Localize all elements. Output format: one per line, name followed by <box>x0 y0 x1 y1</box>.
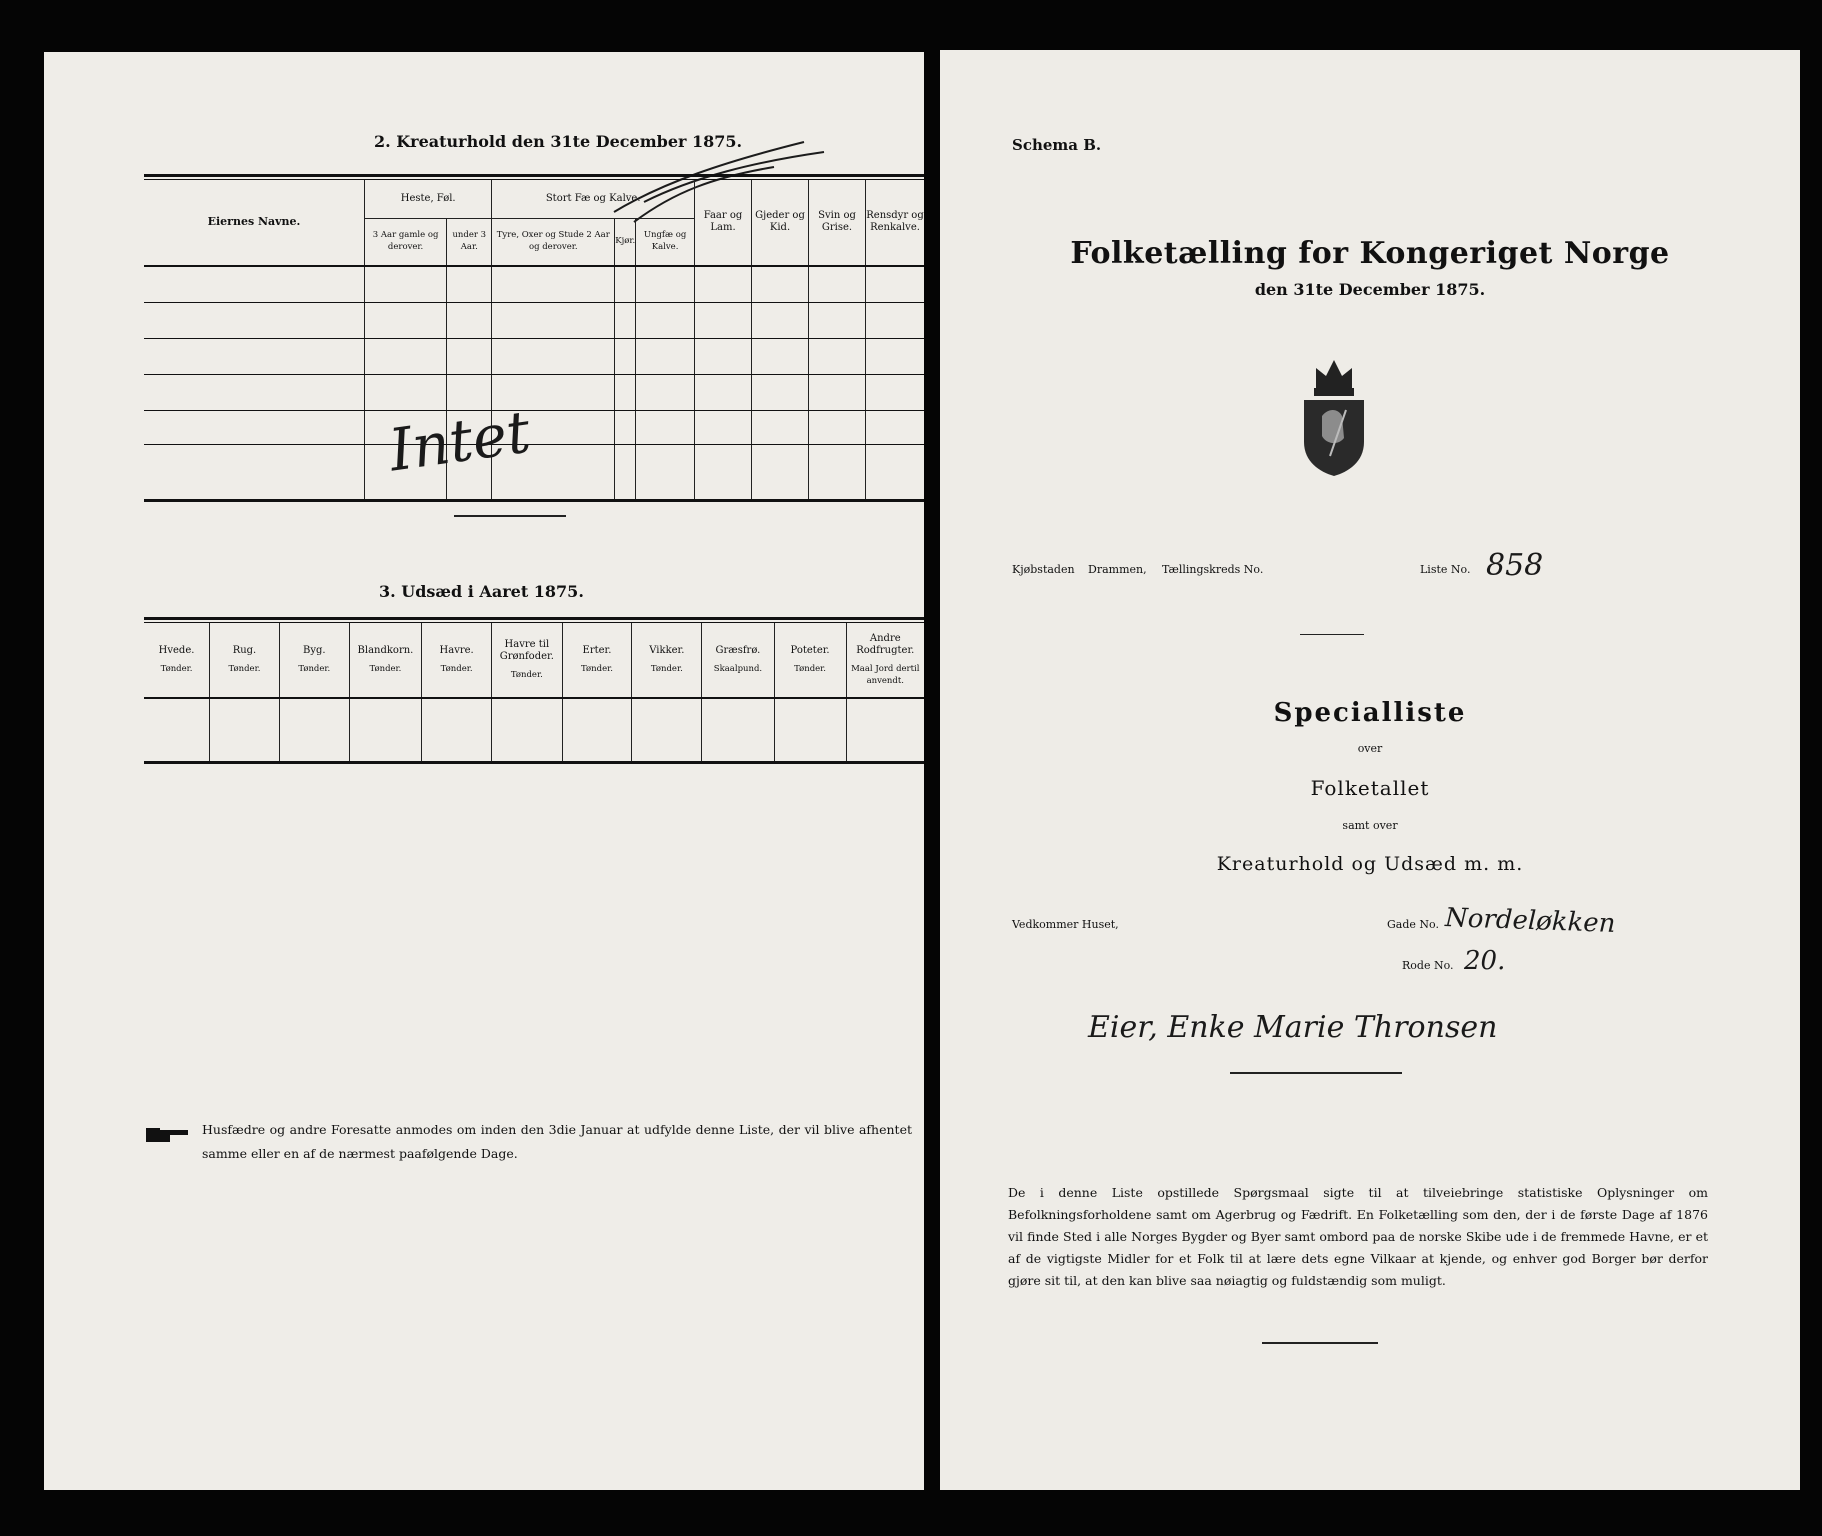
col-cattle: Stort Fæ og Kalve. <box>492 180 695 218</box>
seed-col-unit: Tønder. <box>510 670 543 680</box>
seed-col-name: Græsfrø. <box>715 645 761 656</box>
seed-col-6 <box>562 623 632 697</box>
seed-col-name: Byg. <box>302 645 326 656</box>
seed-col-unit: Tønder. <box>650 664 683 674</box>
seed-col-5 <box>492 623 563 697</box>
folketallet-heading: Folketallet <box>1310 776 1430 800</box>
handwriting-intet: Intet <box>384 397 535 485</box>
seed-col-unit: Tønder. <box>794 664 827 674</box>
seed-col-unit: Tønder. <box>228 664 261 674</box>
seed-col-name: Erter. <box>582 645 612 656</box>
col-horses-sub1: 3 Aar gamle og derover. <box>365 218 447 264</box>
seed-col-name: Havre. <box>439 645 474 656</box>
seed-cell <box>349 697 422 763</box>
seed-col-unit: Tønder. <box>440 664 473 674</box>
over-1: over <box>1357 742 1383 755</box>
seed-cell <box>144 697 210 763</box>
section3-title: 3. Udsæd i Aaret 1875. <box>379 582 584 601</box>
seed-col-4 <box>422 623 492 697</box>
seed-col-3 <box>349 623 422 697</box>
liste-label: Liste No. <box>1420 563 1471 576</box>
gade-value: Nordeløkken <box>1444 903 1616 939</box>
livestock-table <box>144 180 924 500</box>
schema-label: Schema B. <box>1012 136 1102 154</box>
rode-label: Rode No. <box>1402 959 1454 972</box>
liste-value: 858 <box>1486 548 1544 583</box>
seed-col-name: Rug. <box>232 645 257 656</box>
census-date: den 31te December 1875. <box>1254 280 1486 299</box>
rode-value: 20. <box>1464 946 1506 976</box>
col-cattle-sub2: Kjør. <box>615 218 636 264</box>
seed-col-name: Vikker. <box>649 645 685 656</box>
kreaturhold-heading: Kreaturhold og Udsæd m. m. <box>1216 853 1524 875</box>
col-pigs: Svin og Grise. <box>809 180 866 264</box>
col-horses-sub2: under 3 Aar. <box>447 218 492 264</box>
seed-col-0 <box>144 623 210 697</box>
kjobstad-label: Kjøbstaden <box>1012 563 1075 576</box>
vedkommer-label: Vedkommer Huset, <box>1012 918 1119 931</box>
coat-of-arms-icon <box>1294 346 1374 478</box>
seed-col-unit: Tønder. <box>369 664 402 674</box>
specialliste-heading: Specialliste <box>1273 698 1467 728</box>
seed-cell <box>210 697 280 763</box>
info-paragraph: De i denne Liste opstillede Spørgsmaal sigte til at tilveiebringe statistiske Oplysninger om Befolkningsforholdene samt om Agerbrug og Fædrift. En Folketælling som den, der i de første Dage af 1876 vil finde Sted i alle Norges Bygder og Byer samt ombord paa de norske Skibe ude i de fremmede Havne, er et af de vigtigste Midler for et Folk til at lære dets egne Vilkaar at kjende, og enhver god Borger bør derfor gjøre sit til, at den kan blive saa nøiagtig og fuldstændig som muligt. <box>1008 1185 1708 1288</box>
seed-col-unit: Tønder. <box>298 664 331 674</box>
kjobstad-value: Drammen, <box>1088 563 1147 576</box>
seed-col-name: Poteter. <box>790 645 830 656</box>
seed-col-10 <box>846 623 924 697</box>
col-horses: Heste, Føl. <box>365 180 492 218</box>
owner-name: Eier, Enke Marie Thronsen <box>1088 1010 1498 1045</box>
seed-col-unit: Maal Jord dertil anvendt. <box>851 664 920 686</box>
seed-cell <box>846 697 924 763</box>
left-page <box>44 52 924 1490</box>
pointing-hand-icon <box>144 1122 192 1146</box>
section2-title: 2. Kreaturhold den 31te December 1875. <box>374 132 743 151</box>
seed-cell <box>774 697 846 763</box>
seed-cell <box>632 697 702 763</box>
seed-col-name: Blandkorn. <box>357 645 414 656</box>
col-cattle-sub1: Tyre, Oxer og Stude 2 Aar og derover. <box>492 218 615 264</box>
divider-3 <box>1262 1342 1378 1344</box>
seed-col-unit: Skaalpund. <box>713 664 763 674</box>
seed-table <box>144 623 924 763</box>
seed-col-name: Havre til Grønfoder. <box>499 639 554 662</box>
seed-cell <box>702 697 774 763</box>
seed-cell <box>492 697 563 763</box>
col-cattle-sub3: Ungfæ og Kalve. <box>636 218 695 264</box>
seed-cell <box>562 697 632 763</box>
col-sheep: Faar og Lam. <box>695 180 752 264</box>
main-title: Folketælling for Kongeriget Norge <box>1070 236 1670 271</box>
seed-col-name: Hvede. <box>158 645 195 656</box>
seed-col-unit: Tønder. <box>581 664 613 674</box>
seed-cell <box>422 697 492 763</box>
gade-label: Gade No. <box>1387 918 1439 931</box>
notice-text: Husfædre og andre Foresatte anmodes om inden den 3die Januar at udfylde denne Liste, der vil blive afhentet samme eller en af de nærmest paafølgende Dage. <box>202 1122 912 1161</box>
signature-line <box>454 515 566 517</box>
seed-col-unit: Tønder. <box>160 664 193 674</box>
divider-2 <box>1230 1072 1402 1074</box>
kreds-label: Tællingskreds No. <box>1162 563 1264 576</box>
col-owner: Eiernes Navne. <box>144 180 365 264</box>
col-reindeer: Rensdyr og Renkalve. <box>866 180 925 264</box>
seed-cell <box>279 697 349 763</box>
seed-col-7 <box>632 623 702 697</box>
right-page <box>940 50 1800 1490</box>
seed-col-2 <box>279 623 349 697</box>
col-goats: Gjeder og Kid. <box>752 180 809 264</box>
seed-col-name: Andre Rodfrugter. <box>856 633 915 656</box>
seed-col-1 <box>210 623 280 697</box>
seed-col-9 <box>774 623 846 697</box>
seed-col-8 <box>702 623 774 697</box>
samt-over: samt over <box>1342 819 1398 832</box>
divider-1 <box>1300 634 1364 635</box>
